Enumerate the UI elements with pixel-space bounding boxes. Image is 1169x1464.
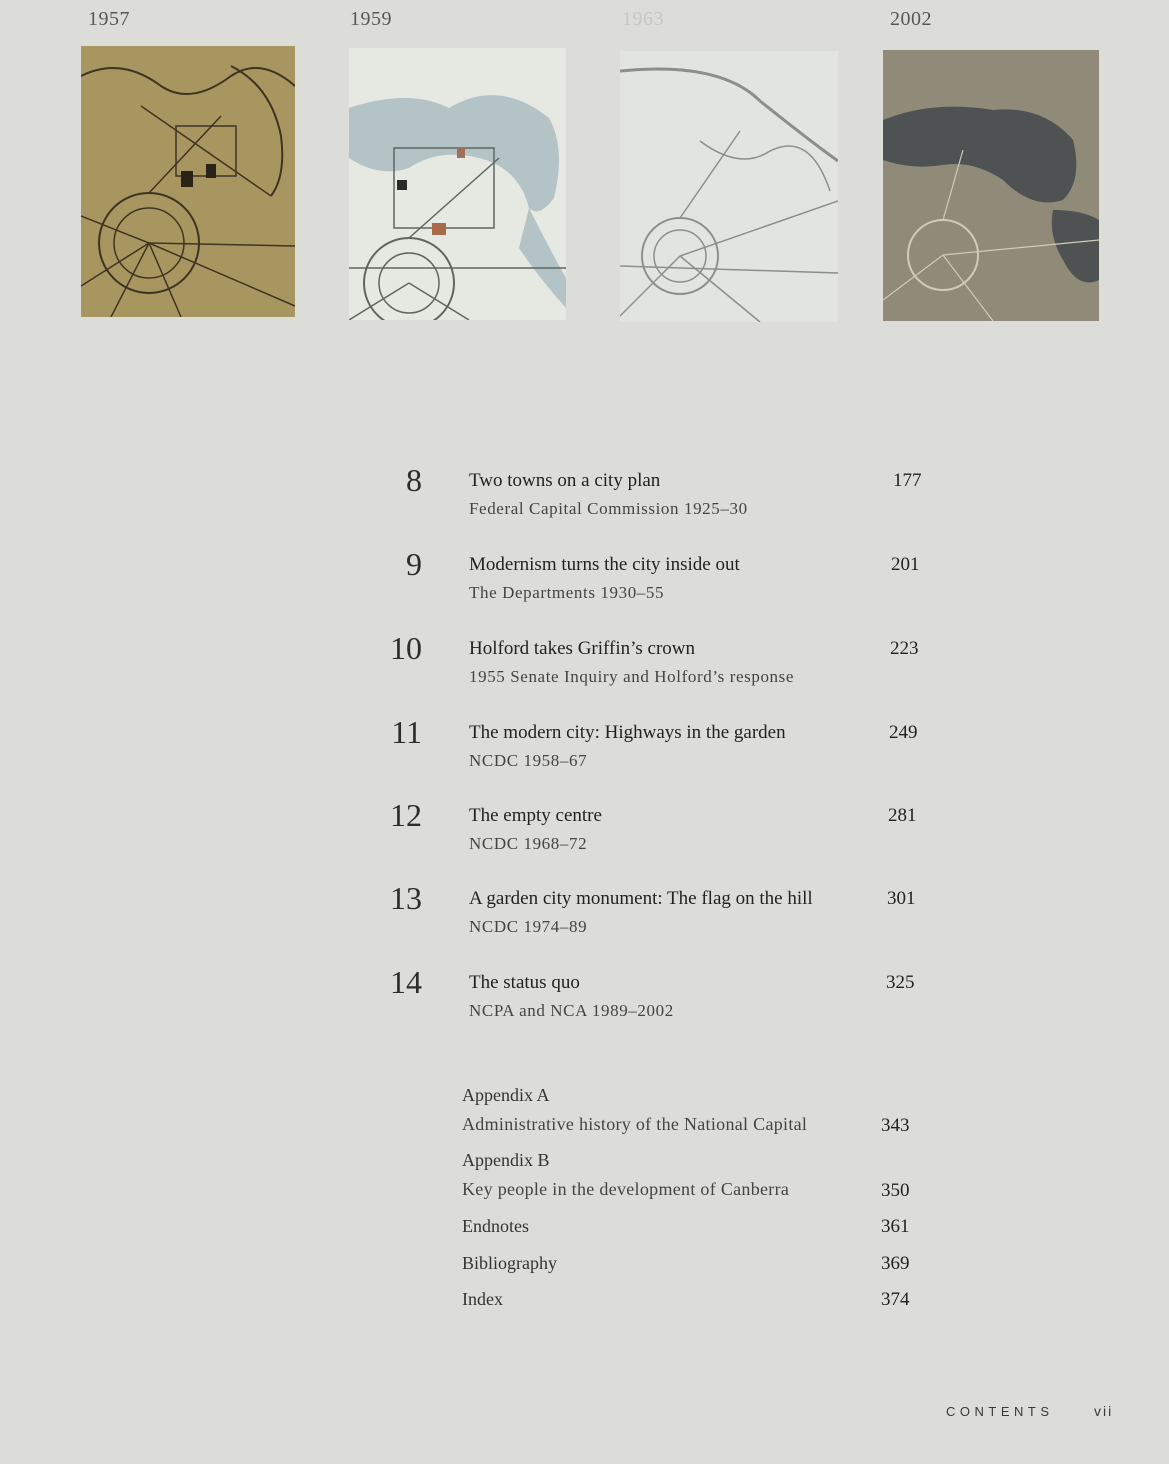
index-label[interactable]: Index bbox=[462, 1289, 503, 1309]
appendix-b-description: Key people in the development of Canberra bbox=[462, 1179, 790, 1199]
chapter-subtitle: NCDC 1974–89 bbox=[469, 917, 588, 936]
bibliography-page-number[interactable]: 369 bbox=[881, 1253, 910, 1274]
chapter-title[interactable]: Holford takes Griffin’s crown bbox=[469, 638, 696, 659]
chapter-title[interactable]: The empty centre bbox=[469, 805, 602, 826]
appendix-b-page-number[interactable]: 350 bbox=[881, 1180, 910, 1201]
chapter-number: 14 bbox=[390, 964, 422, 1000]
chapter-page-number[interactable]: 201 bbox=[891, 554, 920, 575]
chapter-title[interactable]: Two towns on a city plan bbox=[469, 470, 661, 491]
chapter-page-number[interactable]: 223 bbox=[890, 638, 919, 659]
chapter-title[interactable]: Modernism turns the city inside out bbox=[469, 554, 740, 575]
toc-entry[interactable] bbox=[0, 797, 1169, 867]
appendix-a-label[interactable]: Appendix A bbox=[462, 1085, 550, 1105]
toc-entry[interactable] bbox=[0, 964, 1169, 1034]
toc-entry[interactable] bbox=[0, 462, 1169, 532]
chapter-subtitle: The Departments 1930–55 bbox=[469, 583, 665, 602]
map-image-1963 bbox=[620, 51, 838, 322]
chapter-number: 13 bbox=[390, 880, 422, 916]
toc-entry[interactable] bbox=[0, 630, 1169, 700]
map-image-1959 bbox=[349, 48, 566, 320]
folio-page-number: vii bbox=[1094, 1403, 1114, 1419]
chapter-number: 11 bbox=[391, 714, 422, 750]
year-label-2002: 2002 bbox=[890, 8, 932, 30]
chapter-subtitle: 1955 Senate Inquiry and Holford’s response bbox=[469, 667, 794, 686]
appendix-a-description: Administrative history of the National Capital bbox=[462, 1114, 808, 1134]
chapter-subtitle: NCDC 1958–67 bbox=[469, 751, 588, 770]
year-label-1957: 1957 bbox=[88, 8, 130, 30]
chapter-number: 10 bbox=[390, 630, 422, 666]
chapter-page-number[interactable]: 249 bbox=[889, 722, 918, 743]
map-image-1957 bbox=[81, 46, 295, 317]
year-label-1959: 1959 bbox=[350, 8, 392, 30]
chapter-page-number[interactable]: 177 bbox=[893, 470, 922, 491]
chapter-subtitle: NCPA and NCA 1989–2002 bbox=[469, 1001, 674, 1020]
chapter-title[interactable]: A garden city monument: The flag on the hill bbox=[469, 888, 813, 909]
chapter-subtitle: Federal Capital Commission 1925–30 bbox=[469, 499, 748, 518]
chapter-number: 8 bbox=[406, 462, 422, 498]
bibliography-label[interactable]: Bibliography bbox=[462, 1253, 557, 1273]
year-label-1963: 1963 bbox=[622, 8, 664, 30]
appendix-b-label[interactable]: Appendix B bbox=[462, 1150, 550, 1170]
toc-entry[interactable] bbox=[0, 714, 1169, 784]
chapter-title[interactable]: The modern city: Highways in the garden bbox=[469, 722, 786, 743]
index-page-number[interactable]: 374 bbox=[881, 1289, 910, 1310]
chapter-subtitle: NCDC 1968–72 bbox=[469, 834, 588, 853]
map-image-2002 bbox=[883, 50, 1099, 321]
chapter-page-number[interactable]: 301 bbox=[887, 888, 916, 909]
toc-entry[interactable] bbox=[0, 546, 1169, 616]
endnotes-page-number[interactable]: 361 bbox=[881, 1216, 910, 1237]
chapter-page-number[interactable]: 281 bbox=[888, 805, 917, 826]
appendix-a-page-number[interactable]: 343 bbox=[881, 1115, 910, 1136]
chapter-page-number[interactable]: 325 bbox=[886, 972, 915, 993]
chapter-number: 9 bbox=[406, 546, 422, 582]
chapter-number: 12 bbox=[390, 797, 422, 833]
chapter-title[interactable]: The status quo bbox=[469, 972, 580, 993]
running-footer-section: CONTENTS bbox=[946, 1404, 1054, 1419]
endnotes-label[interactable]: Endnotes bbox=[462, 1216, 529, 1236]
toc-entry[interactable] bbox=[0, 880, 1169, 950]
